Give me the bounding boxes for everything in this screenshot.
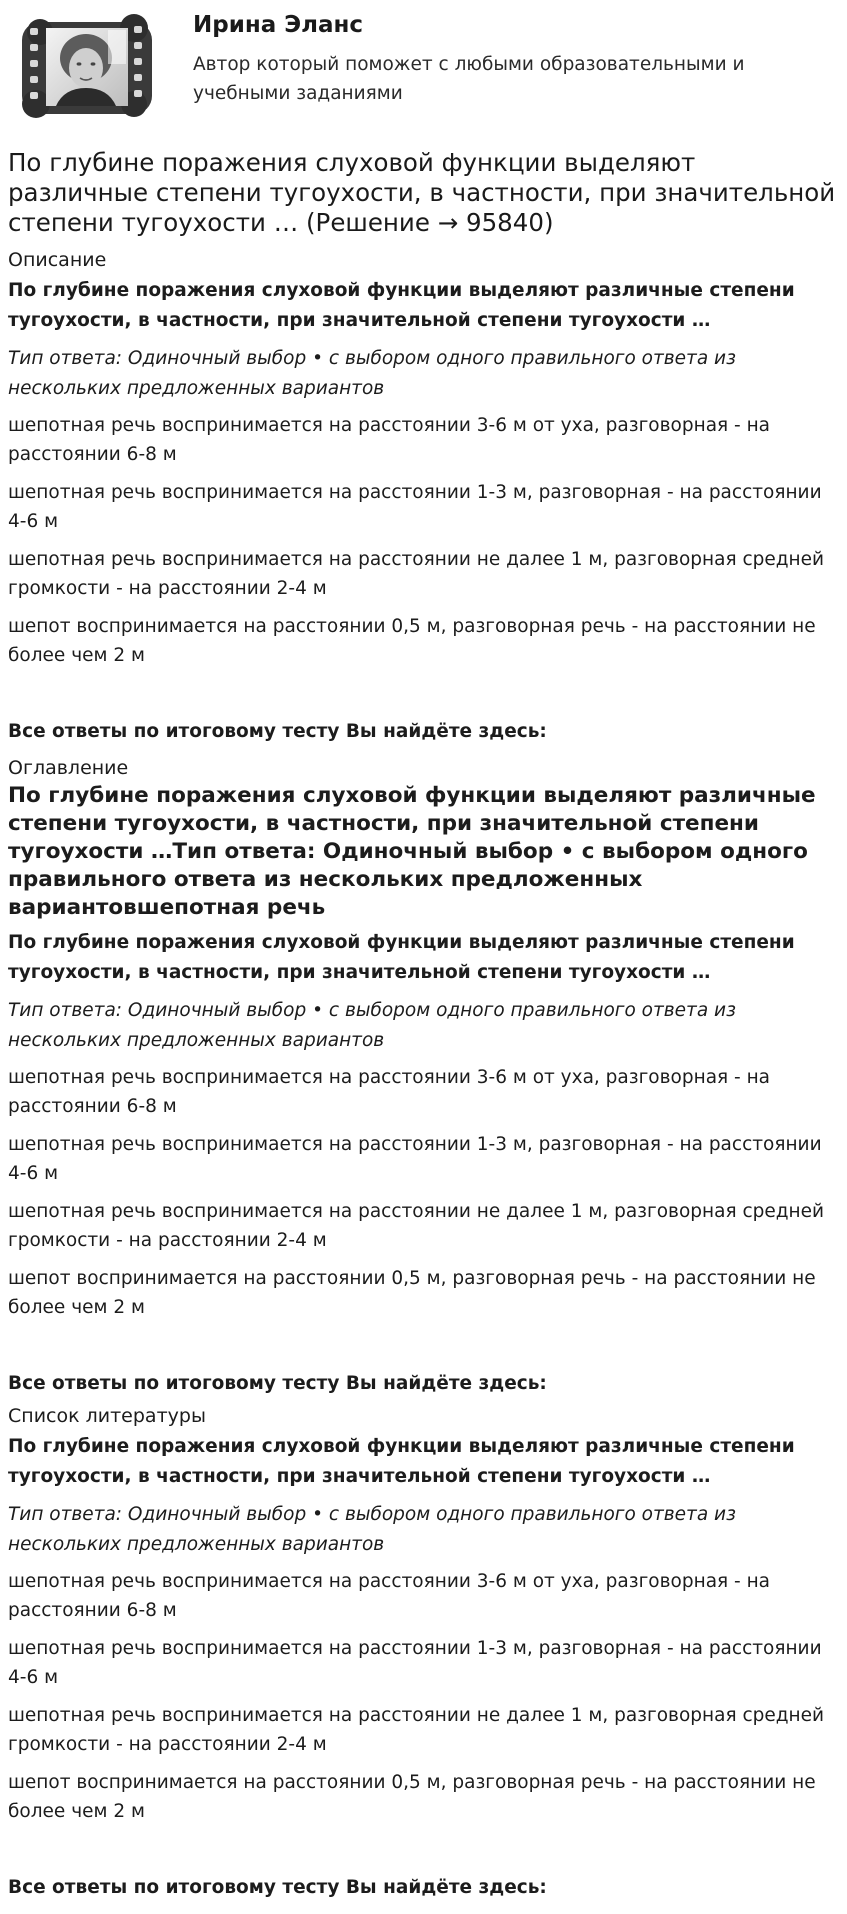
answer-option: шепот воспринимается на расстоянии 0,5 м, разговорная речь - на расстоянии не более чем 2 м: [8, 1268, 816, 1318]
question-heading: По глубине поражения слуховой функции выделяют различные степени тугоухости, в частности, при значительной степени тугоухости …: [8, 1436, 795, 1487]
question-heading: По глубине поражения слуховой функции выделяют различные степени тугоухости, в частности, при значительной степени тугоухости …: [8, 932, 795, 983]
answer-type: Тип ответа: Одиночный выбор • с выбором одного правильного ответа из нескольких предложенных вариантов: [8, 348, 736, 399]
answer-option: шепот воспринимается на расстоянии 0,5 м, разговорная речь - на расстоянии не более чем 2 м: [8, 616, 816, 666]
answer-option: шепот воспринимается на расстоянии 0,5 м, разговорная речь - на расстоянии не более чем 2 м: [8, 1772, 816, 1822]
answer-type: Тип ответа: Одиночный выбор • с выбором одного правильного ответа из нескольких предложенных вариантов: [8, 1504, 736, 1555]
author-name[interactable]: Ирина Эланс: [193, 12, 364, 38]
question-heading: По глубине поражения слуховой функции выделяют различные степени тугоухости, в частности, при значительной степени тугоухости …: [8, 280, 795, 331]
answer-option: шепотная речь воспринимается на расстоянии 1-3 м, разговорная - на расстоянии 4-6 м: [8, 1134, 822, 1184]
answer-option: шепотная речь воспринимается на расстоянии 3-6 м от уха, разговорная - на расстоянии 6-8 м: [8, 1571, 771, 1621]
answer-option: шепотная речь воспринимается на расстоянии 3-6 м от уха, разговорная - на расстоянии 6-8 м: [8, 1067, 771, 1117]
author-avatar[interactable]: [16, 8, 158, 124]
description-section: [8, 248, 840, 746]
all-answers-note: Все ответы по итоговому тесту Вы найдёте здесь:: [8, 1373, 547, 1394]
toc-heading: По глубине поражения слуховой функции выделяют различные степени тугоухости, в частности, при значительной степени тугоухости …Тип ответа: Одиночный выбор • с выбором одного правильного ответа из нескольких предложенных вариантовшепотная речь: [8, 783, 816, 920]
answer-option: шепотная речь воспринимается на расстоянии 3-6 м от уха, разговорная - на расстоянии 6-8 м: [8, 415, 771, 465]
author-description: Автор который поможет с любыми образовательными и учебными заданиями: [193, 54, 745, 104]
film-frame-icon: [16, 8, 158, 124]
literature-section: [8, 1404, 840, 1902]
section-label-literature: Список литературы: [8, 1405, 206, 1427]
page-title: По глубине поражения слуховой функции выделяют различные степени тугоухости, в частности, при значительной степени тугоухости … (Решение → 95840): [8, 148, 836, 237]
toc-section: [8, 756, 840, 1398]
answer-option: шепотная речь воспринимается на расстоянии не далее 1 м, разговорная средней громкости - на расстоянии 2-4 м: [8, 1705, 825, 1755]
section-label-toc: Оглавление: [8, 757, 129, 779]
answer-option: шепотная речь воспринимается на расстоянии 1-3 м, разговорная - на расстоянии 4-6 м: [8, 482, 822, 532]
section-label-description: Описание: [8, 249, 107, 271]
answer-option: шепотная речь воспринимается на расстоянии 1-3 м, разговорная - на расстоянии 4-6 м: [8, 1638, 822, 1688]
author-block: [8, 0, 839, 140]
all-answers-note: Все ответы по итоговому тесту Вы найдёте здесь:: [8, 721, 547, 742]
all-answers-note: Все ответы по итоговому тесту Вы найдёте здесь:: [8, 1877, 547, 1898]
answer-option: шепотная речь воспринимается на расстоянии не далее 1 м, разговорная средней громкости - на расстоянии 2-4 м: [8, 549, 825, 599]
answer-type: Тип ответа: Одиночный выбор • с выбором одного правильного ответа из нескольких предложенных вариантов: [8, 1000, 736, 1051]
answer-option: шепотная речь воспринимается на расстоянии не далее 1 м, разговорная средней громкости - на расстоянии 2-4 м: [8, 1201, 825, 1251]
